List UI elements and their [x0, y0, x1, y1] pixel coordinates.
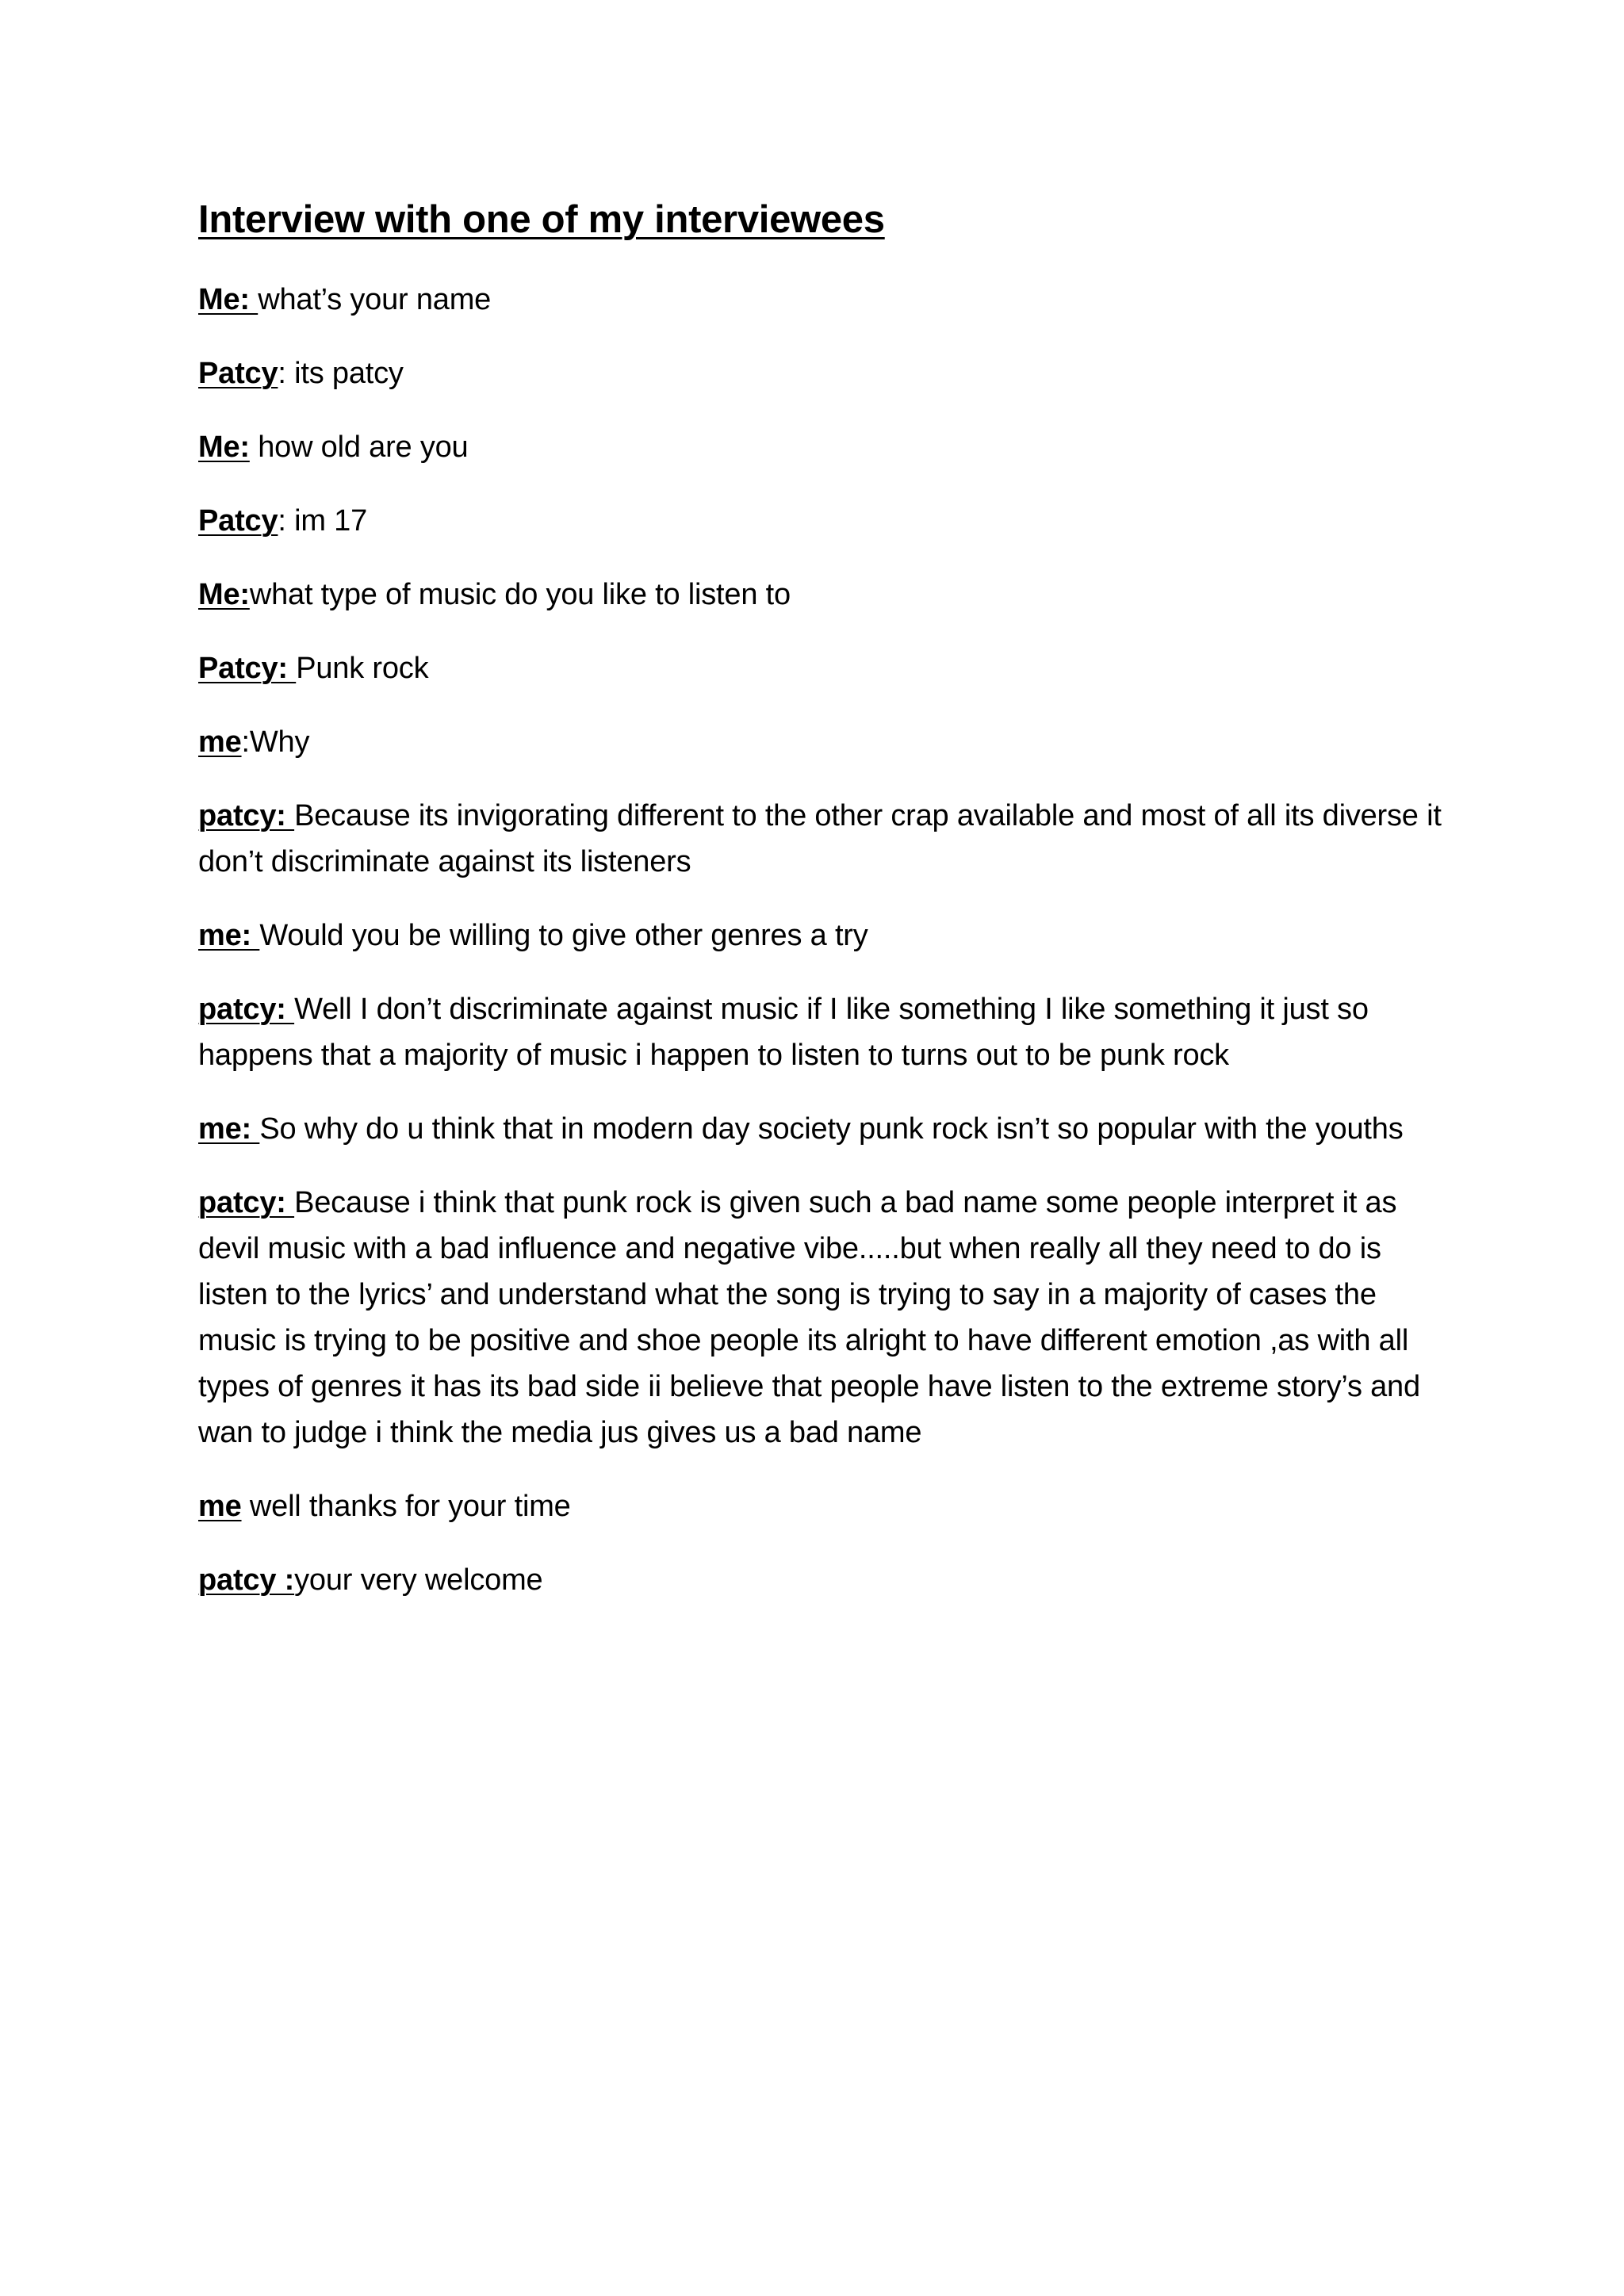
- dialogue-line: [198, 424, 1451, 470]
- dialogue-line: [198, 350, 1451, 396]
- speaker-label: patcy:: [198, 798, 295, 832]
- speaker-label: Me:: [198, 282, 259, 316]
- dialogue-line: [198, 986, 1451, 1078]
- speaker-label: patcy:: [198, 992, 295, 1026]
- speaker-label: Patcy: [198, 356, 278, 390]
- dialogue-text: Because its invigorating different to the other crap available and most of all its diverse it don’t discriminate against its listeners: [198, 798, 1442, 878]
- separator: [242, 1490, 250, 1523]
- speaker-label: Patcy:: [198, 651, 297, 685]
- dialogue-text: well thanks for your time: [249, 1489, 571, 1523]
- dialogue-line: [198, 1106, 1451, 1152]
- dialogue-line: [198, 719, 1451, 765]
- speaker-label: me:: [198, 918, 260, 952]
- dialogue-line: [198, 793, 1451, 885]
- dialogue-text: Why: [249, 725, 310, 759]
- dialogue-text: what’s your name: [258, 282, 492, 316]
- dialogue-text: its patcy: [294, 356, 404, 390]
- speaker-label: me: [198, 1489, 242, 1523]
- document-content: [198, 197, 1451, 1631]
- dialogue-text: your very welcome: [294, 1563, 543, 1597]
- dialogue-line: [198, 572, 1451, 618]
- dialogue-line: [198, 277, 1451, 323]
- dialogue-line: [198, 645, 1451, 691]
- speaker-label: patcy:: [198, 1185, 295, 1219]
- dialogue-line: [198, 1483, 1451, 1529]
- dialogue-text: So why do u think that in modern day society punk rock isn’t so popular with the youths: [259, 1112, 1404, 1146]
- dialogue-text: Punk rock: [296, 651, 429, 685]
- document-title: Interview with one of my interviewees: [198, 198, 885, 241]
- speaker-label: Me:: [198, 430, 250, 464]
- speaker-label: Me:: [198, 577, 250, 611]
- separator: :: [241, 725, 250, 759]
- speaker-label: patcy :: [198, 1563, 295, 1597]
- dialogue-line: [198, 1180, 1451, 1456]
- dialogue-text: Well I don’t discriminate against music if I like something I like something it just so happens that a majority of music i happen to listen to turns out to be punk rock: [198, 992, 1369, 1072]
- dialogue-text: how old are you: [258, 430, 469, 464]
- dialogue-line: [198, 498, 1451, 544]
- dialogue-text: Would you be willing to give other genres a try: [259, 918, 868, 952]
- speaker-label: me: [198, 725, 242, 759]
- dialogue-text: im 17: [294, 503, 368, 538]
- dialogue-text: what type of music do you like to listen to: [249, 577, 791, 611]
- dialogue-line: [198, 1557, 1451, 1603]
- dialogue-text: Because i think that punk rock is given such a bad name some people interpret it as devil music with a bad influence and negative vibe.....but when really all they need to do is listen to the lyrics’ and understand what the song is trying to say in a majority of cases the music is trying to be positive and shoe people its alright to have different emotion ,as with all types of genres it has its bad side ii believe that people have listen to the extreme story’s and wan to judge i think the media jus gives us a bad name: [198, 1185, 1420, 1449]
- separator: [250, 430, 258, 464]
- separator: :: [278, 503, 295, 538]
- separator: :: [278, 356, 295, 390]
- dialogue-line: [198, 913, 1451, 959]
- speaker-label: me:: [198, 1112, 260, 1146]
- speaker-label: Patcy: [198, 503, 278, 538]
